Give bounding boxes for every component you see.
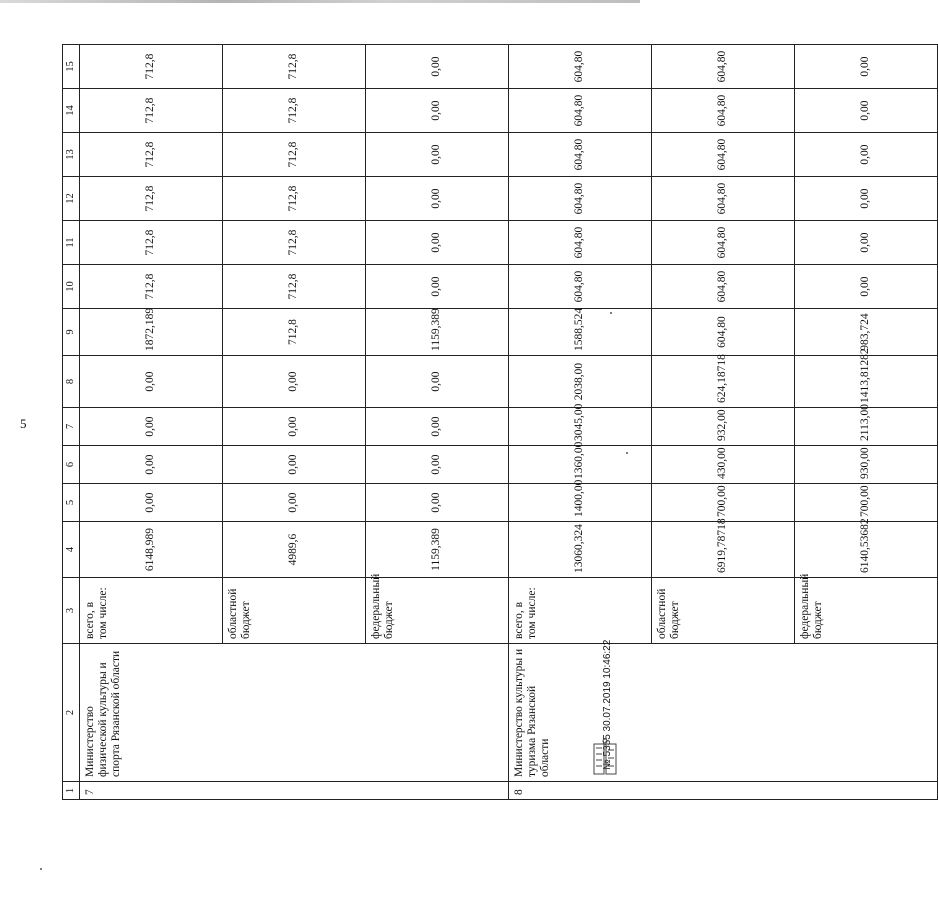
value-cell: 0,00 xyxy=(366,177,509,221)
value-cell: 0,00 xyxy=(223,484,366,522)
value-cell: 1588,524 xyxy=(509,309,652,356)
value-cell: 604,80 xyxy=(652,177,795,221)
value-cell: 13060,324 xyxy=(509,522,652,578)
column-number: 11 xyxy=(63,221,80,265)
value-cell: 0,00 xyxy=(795,177,938,221)
value-cell: 1360,00 xyxy=(509,446,652,484)
value-cell: 4989,6 xyxy=(223,522,366,578)
value-cell: 1159,389 xyxy=(366,522,509,578)
funding-source: всего, в том числе: xyxy=(509,578,652,644)
value-cell: 1872,189 xyxy=(80,309,223,356)
value-cell: 604,80 xyxy=(652,89,795,133)
column-number: 9 xyxy=(63,309,80,356)
funding-source: всего, в том числе: xyxy=(80,578,223,644)
row-number: 8 xyxy=(509,782,938,800)
value-cell: 0,00 xyxy=(223,446,366,484)
value-cell: 604,80 xyxy=(652,265,795,309)
value-cell: 712,8 xyxy=(80,89,223,133)
column-number: 10 xyxy=(63,265,80,309)
value-cell: 604,80 xyxy=(509,221,652,265)
value-cell: 604,80 xyxy=(652,45,795,89)
value-cell: 0,00 xyxy=(366,89,509,133)
ministry-name: Министерство культуры и туризма Рязанской области xyxy=(509,644,938,782)
value-cell: 6140,53682 xyxy=(795,522,938,578)
value-cell: 1400,00 xyxy=(509,484,652,522)
column-number: 8 xyxy=(63,356,80,408)
value-cell: 6919,78718 xyxy=(652,522,795,578)
value-cell: 712,8 xyxy=(80,177,223,221)
column-number: 12 xyxy=(63,177,80,221)
budget-table xyxy=(62,44,938,800)
value-cell: 700,00 xyxy=(795,484,938,522)
value-cell: 0,00 xyxy=(80,356,223,408)
row-number: 7 xyxy=(80,782,509,800)
value-cell: 604,80 xyxy=(509,177,652,221)
value-cell: 983,724 xyxy=(795,309,938,356)
value-cell: 712,8 xyxy=(80,221,223,265)
scan-edge xyxy=(0,0,640,3)
value-cell: 604,80 xyxy=(652,221,795,265)
funding-source: федеральный бюджет xyxy=(366,578,509,644)
value-cell: 604,80 xyxy=(652,133,795,177)
value-cell: 0,00 xyxy=(366,446,509,484)
funding-source: областной бюджет xyxy=(652,578,795,644)
value-cell: 6148,989 xyxy=(80,522,223,578)
value-cell: 712,8 xyxy=(80,265,223,309)
column-number: 6 xyxy=(63,446,80,484)
column-number: 5 xyxy=(63,484,80,522)
value-cell: 712,8 xyxy=(223,89,366,133)
column-number: 3 xyxy=(63,578,80,644)
column-number: 13 xyxy=(63,133,80,177)
value-cell: 430,00 xyxy=(652,446,795,484)
value-cell: 0,00 xyxy=(223,408,366,446)
scan-speck xyxy=(610,312,612,314)
value-cell: 0,00 xyxy=(80,484,223,522)
value-cell: 0,00 xyxy=(795,265,938,309)
value-cell: 604,80 xyxy=(509,45,652,89)
value-cell: 0,00 xyxy=(80,446,223,484)
scan-speck xyxy=(626,452,628,454)
value-cell: 0,00 xyxy=(366,45,509,89)
column-number: 1 xyxy=(63,782,80,800)
value-cell: 932,00 xyxy=(652,408,795,446)
value-cell: 0,00 xyxy=(795,133,938,177)
value-cell: 0,00 xyxy=(795,89,938,133)
ministry-name: Министерство физической культуры и спорта Рязанской области xyxy=(80,644,509,782)
value-cell: 712,8 xyxy=(223,265,366,309)
value-cell: 0,00 xyxy=(366,221,509,265)
value-cell: 0,00 xyxy=(80,408,223,446)
value-cell: 0,00 xyxy=(795,45,938,89)
value-cell: 712,8 xyxy=(223,133,366,177)
stamp-text: № 5355 30.07.2019 10:46:22 xyxy=(602,639,613,770)
value-cell: 2038,00 xyxy=(509,356,652,408)
value-cell: 712,8 xyxy=(80,133,223,177)
column-number: 14 xyxy=(63,89,80,133)
value-cell: 0,00 xyxy=(366,265,509,309)
value-cell: 930,00 xyxy=(795,446,938,484)
value-cell: 0,00 xyxy=(223,356,366,408)
column-number: 15 xyxy=(63,45,80,89)
table-row xyxy=(509,45,652,800)
column-number: 4 xyxy=(63,522,80,578)
value-cell: 712,8 xyxy=(223,177,366,221)
table-row xyxy=(80,45,223,800)
document-seal-icon xyxy=(592,738,618,778)
value-cell: 712,8 xyxy=(223,221,366,265)
value-cell: 604,80 xyxy=(509,89,652,133)
value-cell: 2113,00 xyxy=(795,408,938,446)
value-cell: 1159,389 xyxy=(366,309,509,356)
funding-source: областной бюджет xyxy=(223,578,366,644)
value-cell: 712,8 xyxy=(223,309,366,356)
value-cell: 3045,00 xyxy=(509,408,652,446)
value-cell: 624,18718 xyxy=(652,356,795,408)
scan-speck xyxy=(40,868,42,870)
value-cell: 712,8 xyxy=(223,45,366,89)
funding-source: федеральный бюджет xyxy=(795,578,938,644)
page-number: 5 xyxy=(20,416,27,431)
value-cell: 0,00 xyxy=(795,221,938,265)
value-cell: 1413,81282 xyxy=(795,356,938,408)
header-row xyxy=(63,45,80,800)
value-cell: 712,8 xyxy=(80,45,223,89)
value-cell: 0,00 xyxy=(366,408,509,446)
value-cell: 604,80 xyxy=(652,309,795,356)
column-number: 2 xyxy=(63,644,80,782)
value-cell: 0,00 xyxy=(366,484,509,522)
value-cell: 700,00 xyxy=(652,484,795,522)
value-cell: 604,80 xyxy=(509,133,652,177)
value-cell: 0,00 xyxy=(366,133,509,177)
column-number: 7 xyxy=(63,408,80,446)
value-cell: 604,80 xyxy=(509,265,652,309)
value-cell: 0,00 xyxy=(366,356,509,408)
